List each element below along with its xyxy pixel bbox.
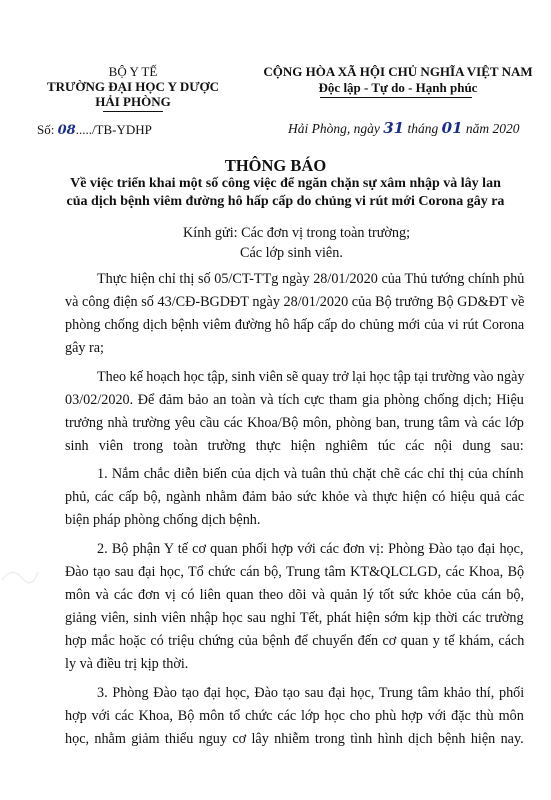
school-name-line2: HẢI PHÒNG [95, 94, 171, 109]
document-number-prefix: Số: [37, 122, 58, 137]
recipients-line1: Kính gửi: Các đơn vị trong toàn trường; [183, 225, 411, 241]
nation-name: CỘNG HÒA XÃ HỘI CHỦ NGHĨA VIỆT NAM [263, 64, 533, 79]
p1-line: Thực hiện chỉ thị số 05/CT-TTg ngày 28/01/2020 của Thủ tướng chính phủ [97, 271, 525, 287]
p2-line: sinh viên trong toàn trường thực hiện nghiêm túc các nội dung sau: [65, 438, 524, 454]
p2-line: Theo kế hoạch học tập, sinh viên sẽ quay trở lại học tập tại trường vào ngày [97, 369, 525, 385]
p5-line: 3. Phòng Đào tạo đại học, Đào tạo sau đại học, Trung tâm khảo thí, phối [97, 685, 525, 701]
date-suffix: năm 2020 [462, 121, 520, 136]
date-day-handwritten: 31 [383, 119, 405, 137]
p5-line: hợp với các Khoa, Bộ môn tổ chức các lớp học cho phù hợp với đặc thù môn [65, 708, 524, 724]
document-number [37, 122, 152, 138]
p3-line: 1. Nắm chắc diễn biến của dịch và tuân thủ chặt chẽ các chỉ thị của chính [97, 466, 524, 482]
p4-line: môn và các đơn vị có liên quan theo dõi và quản lý tốt sức khỏe của cán bộ, [65, 587, 525, 603]
header-right-underline [320, 97, 472, 98]
p2-line: 03/02/2020. Để đảm bảo an toàn và tích cực tham gia phòng chống dịch; Hiệu [65, 392, 524, 408]
p4-line: ly và điều trị kịp thời. [65, 656, 189, 672]
p5-line: học, nhằm giảm thiểu nguy cơ lây nhiễm trong tình hình dịch bệnh hiện nay. [65, 731, 524, 747]
p4-line: Đào tạo sau đại học, Tổ chức cán bộ, Trung tâm KT&QLCLGD, các Khoa, Bộ [65, 564, 525, 580]
p1-line: phòng chống dịch bệnh viêm đường hô hấp cấp do chủng mới của vi rút Corona [65, 317, 525, 333]
notice-subject-line2: của dịch bệnh viêm đường hô hấp cấp do chủng vi rút mới Corona gây ra [66, 194, 505, 209]
p3-line: biện pháp phòng chống dịch bệnh. [65, 512, 261, 528]
notice-subject-line1: Về việc triển khai một số công việc để ngăn chặn sự xâm nhập và lây lan [70, 176, 501, 191]
date-prefix: Hải Phòng, ngày [288, 121, 384, 136]
school-name-line1: TRƯỜNG ĐẠI HỌC Y DƯỢC [46, 79, 220, 94]
document-number-suffix: ...../TB-YDHP [75, 122, 152, 137]
national-motto: Độc lập - Tự do - Hạnh phúc [318, 80, 478, 95]
document-date [288, 119, 520, 137]
recipients-line2: Các lớp sinh viên. [240, 245, 343, 261]
header-left-underline [103, 111, 163, 112]
p1-line: và công điện số 43/CĐ-BGDĐT ngày 28/01/2020 của Bộ trưởng Bộ GD&ĐT về [65, 294, 525, 310]
ministry-name: BỘ Y TẾ [108, 64, 158, 79]
date-mid: tháng [404, 121, 442, 136]
p2-line: trưởng nhà trường yêu cầu các Khoa/Bộ môn, phòng ban, trung tâm và các lớp [65, 415, 524, 431]
notice-title: THÔNG BÁO [224, 156, 327, 175]
p1-line: gây ra; [65, 340, 104, 356]
document-number-handwritten: 08 [57, 123, 76, 138]
bleed-through-mark [0, 560, 40, 590]
p4-line: giảng viên, sinh viên nhập học sau nghỉ Tết, phát hiện sớm kịp thời các trường [65, 610, 524, 626]
p4-line: 2. Bộ phận Y tế cơ quan phối hợp với các đơn vị: Phòng Đào tạo đại học, [97, 541, 524, 557]
p4-line: hợp mắc hoặc có triệu chứng của bệnh để chuyển đến cơ quan y tế khám, cách [65, 633, 525, 649]
p3-line: phủ, các cấp bộ, ngành nhằm đảm bảo sức khỏe và thực hiện có hiệu quả các [65, 489, 525, 505]
date-month-handwritten: 01 [441, 119, 463, 137]
